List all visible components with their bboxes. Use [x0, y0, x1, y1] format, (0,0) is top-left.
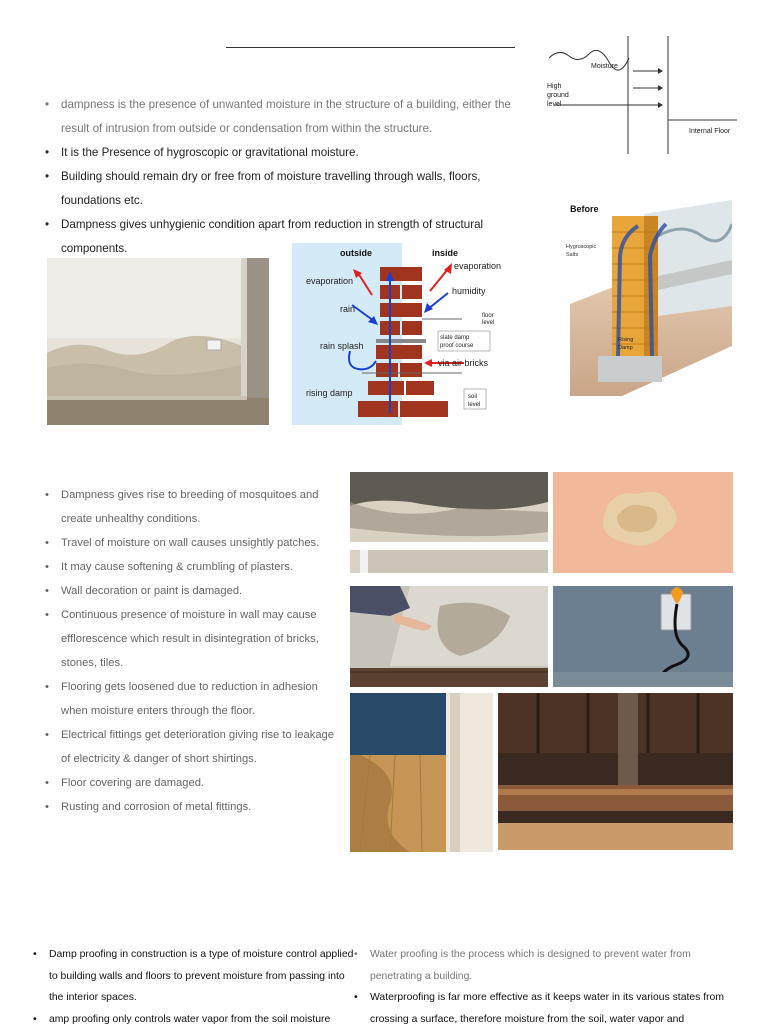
plaster-stain-photo	[553, 472, 733, 573]
list-item: • Floor covering are damaged.	[45, 771, 345, 795]
ground-label: High	[547, 83, 562, 90]
list-item: • It is the Presence of hygroscopic or gravitational moisture.	[45, 141, 525, 165]
list-item: • It may cause softening & crumbling of plasters.	[45, 555, 345, 579]
wet-floor-photo	[350, 693, 493, 852]
list-item: • Electrical fittings get deterioration giving rise to leakage of electricity & danger of short shirtings.	[45, 723, 345, 771]
rising-damp-label: Rising	[618, 337, 633, 343]
soil-level-label: soil	[468, 394, 477, 400]
ground-label: ground	[547, 92, 569, 99]
list-item: • Continuous presence of moisture in wall may cause efflorescence which result in disintegration of bricks, stones, tiles.	[45, 603, 345, 675]
floor-level-label: level	[482, 320, 494, 326]
list-item: • Dampness gives rise to breeding of mosquitoes and create unhealthy conditions.	[45, 483, 345, 531]
air-bricks-label: via air bricks	[438, 358, 489, 368]
wall-moisture-diagram	[292, 243, 532, 425]
list-item: • Building should remain dry or free from of moisture travelling through walls, floors, foundations etc.	[45, 165, 525, 213]
evaporation-left-label: evaporation	[306, 276, 353, 286]
salts-label: Hygroscopic	[566, 244, 597, 250]
inside-label: inside	[432, 248, 458, 258]
evaporation-right-label: evaporation	[454, 261, 501, 271]
list-item: • Damp proofing in construction is a type of moisture control applied to building walls and floors to prevent moisture from passing into the interior spaces.	[33, 944, 358, 1009]
moisture-label: Moisture	[591, 63, 618, 70]
ground-label: level	[547, 101, 562, 108]
list-item: • Waterproofing is far more effective as it keeps water in its various states from crossing a surface, therefore moisture from the soil, water vapor and	[354, 987, 744, 1030]
mould-corner-photo	[350, 472, 548, 573]
salts-label: Salts	[566, 252, 578, 258]
list-item: • Travel of moisture on wall causes unsightly patches.	[45, 531, 345, 555]
effects-bullet-list	[45, 483, 345, 819]
slate-dpc-label: slate damp	[440, 335, 470, 341]
outside-label: outside	[340, 248, 372, 258]
rising-damp-label: Damp	[618, 345, 633, 351]
damp-proofing-bullet-list	[33, 944, 358, 1030]
damp-wall-photo	[47, 258, 269, 425]
waterproofing-bullet-list	[354, 944, 744, 1030]
internal-floor-label: Internal Floor	[689, 128, 731, 135]
list-item: • Flooring gets loosened due to reduction in adhesion when moisture enters through the floor.	[45, 675, 345, 723]
slate-dpc-label: proof course	[440, 343, 474, 349]
rain-splash-label: rain splash	[320, 341, 364, 351]
list-item: • Wall decoration or paint is damaged.	[45, 579, 345, 603]
rain-label: rain	[340, 304, 355, 314]
humidity-label: humidity	[452, 286, 486, 296]
rising-damp-label: rising damp	[306, 388, 353, 398]
list-item: • Dampness gives unhygienic condition apart from reduction in strength of structural components.	[45, 213, 525, 261]
before-title: Before	[570, 204, 599, 214]
list-item: • dampness is the presence of unwanted moisture in the structure of a building, either the result of intrusion from outside or condensation from within the structure.	[45, 93, 525, 141]
list-item: • Water proofing is the process which is designed to prevent water from penetrating a building.	[354, 944, 744, 987]
floor-level-label: floor	[482, 313, 494, 319]
rising-damp-before-diagram	[562, 196, 732, 396]
damaged-socket-photo	[553, 586, 733, 687]
moisture-ground-diagram	[545, 36, 737, 154]
rusted-pipe-photo	[498, 693, 733, 850]
list-item: • amp proofing only controls water vapor from the soil moisture	[33, 1009, 358, 1030]
crumbling-plaster-photo	[350, 586, 548, 687]
list-item: • Rusting and corrosion of metal fittings.	[45, 795, 345, 819]
intro-bullet-list	[45, 93, 525, 261]
title-underline	[226, 47, 515, 48]
soil-level-label: level	[468, 402, 480, 408]
